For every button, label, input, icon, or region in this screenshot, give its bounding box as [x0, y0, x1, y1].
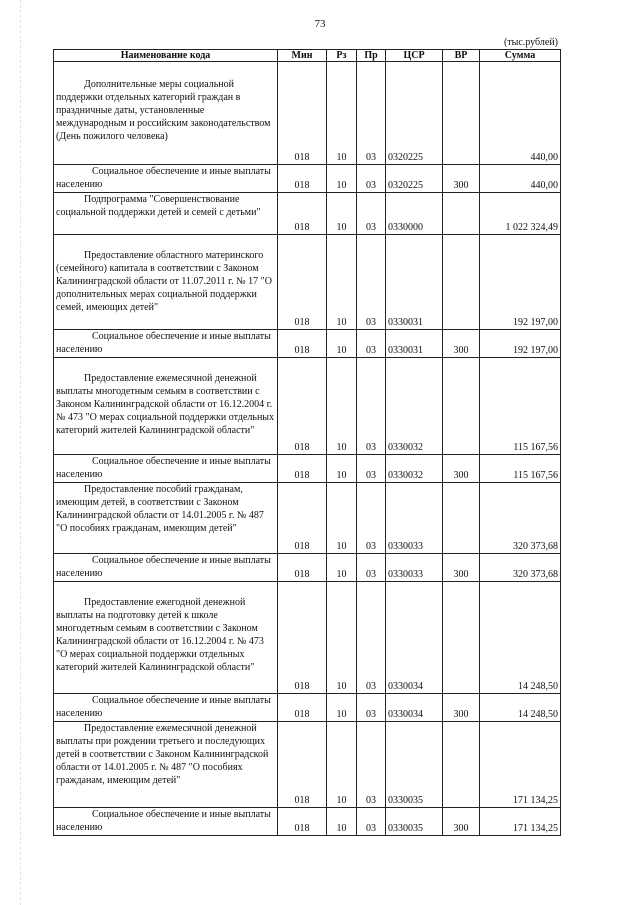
row-csr: 0330035 [386, 722, 443, 808]
row-sum: 171 134,25 [480, 808, 561, 836]
row-rz: 10 [327, 235, 357, 330]
row-sum: 14 248,50 [480, 694, 561, 722]
table-row [54, 722, 561, 808]
table-row [54, 330, 561, 358]
row-pr: 03 [357, 193, 386, 235]
row-csr: 0330000 [386, 193, 443, 235]
page-number: 73 [314, 18, 326, 30]
row-vr [443, 62, 480, 165]
row-name: Предоставление ежегодной денежной выплаты на подготовку детей к школе многодетным семьям в соответствии с Законом Калининградской области от 16.12.2004 г. № 473 "О мерах социальной поддержки отдельных категорий жителей Калининградской области" [54, 582, 278, 694]
row-csr: 0330031 [386, 330, 443, 358]
table-row [54, 483, 561, 554]
row-sum: 171 134,25 [480, 722, 561, 808]
row-name: Предоставление пособий гражданам, имеющим детей, в соответствии с Законом Калининградской области от 14.01.2005 г. № 487 "О пособиях гражданам, имеющим детей" [54, 483, 278, 554]
row-csr: 0330034 [386, 582, 443, 694]
row-min: 018 [278, 455, 327, 483]
row-pr: 03 [357, 483, 386, 554]
row-rz: 10 [327, 554, 357, 582]
row-pr: 03 [357, 62, 386, 165]
table-row [54, 193, 561, 235]
units-label: (тыс.рублей) [503, 37, 558, 48]
row-name: Социальное обеспечение и иные выплаты населению [54, 694, 278, 722]
row-pr: 03 [357, 808, 386, 836]
row-pr: 03 [357, 694, 386, 722]
row-sum: 320 373,68 [480, 554, 561, 582]
row-rz: 10 [327, 193, 357, 235]
page-edge-rule [20, 0, 21, 905]
row-min: 018 [278, 694, 327, 722]
row-name: Дополнительные меры социальной поддержки отдельных категорий граждан в праздничные даты, установленные международным и российским законодательством (День пожилого человека) [54, 62, 278, 165]
row-csr: 0330032 [386, 358, 443, 455]
table-row [54, 358, 561, 455]
row-vr: 300 [443, 455, 480, 483]
row-sum: 440,00 [480, 165, 561, 193]
row-vr [443, 582, 480, 694]
row-vr [443, 235, 480, 330]
row-name: Предоставление ежемесячной денежной выплаты при рождении третьего и последующих детей в соответствии с Законом Калининградской области от 14.01.2005 г. № 487 "О пособиях гражданам, имеющим детей" [54, 722, 278, 808]
row-sum: 115 167,56 [480, 455, 561, 483]
row-vr [443, 483, 480, 554]
row-csr: 0320225 [386, 62, 443, 165]
row-min: 018 [278, 358, 327, 455]
row-rz: 10 [327, 722, 357, 808]
row-vr [443, 722, 480, 808]
row-vr: 300 [443, 165, 480, 193]
row-name: Социальное обеспечение и иные выплаты населению [54, 554, 278, 582]
row-sum: 192 197,00 [480, 330, 561, 358]
row-vr: 300 [443, 330, 480, 358]
table-row [54, 455, 561, 483]
header-pr: Пр [357, 50, 386, 62]
row-csr: 0330035 [386, 808, 443, 836]
row-min: 018 [278, 235, 327, 330]
row-pr: 03 [357, 455, 386, 483]
row-min: 018 [278, 808, 327, 836]
row-vr: 300 [443, 554, 480, 582]
row-rz: 10 [327, 330, 357, 358]
row-min: 018 [278, 582, 327, 694]
row-name: Предоставление областного материнского (семейного) капитала в соответствии с Законом Калининградской области от 11.07.2011 г. № 17 "О дополнительных мерах социальной поддержки семей, имеющих детей" [54, 235, 278, 330]
row-name: Социальное обеспечение и иные выплаты населению [54, 808, 278, 836]
row-sum: 115 167,56 [480, 358, 561, 455]
budget-table [53, 49, 561, 836]
row-sum: 320 373,68 [480, 483, 561, 554]
row-min: 018 [278, 165, 327, 193]
table-row [54, 808, 561, 836]
row-sum: 1 022 324,49 [480, 193, 561, 235]
header-rz: Рз [327, 50, 357, 62]
header-min: Мин [278, 50, 327, 62]
row-sum: 14 248,50 [480, 582, 561, 694]
row-vr: 300 [443, 808, 480, 836]
row-pr: 03 [357, 722, 386, 808]
row-min: 018 [278, 330, 327, 358]
row-pr: 03 [357, 358, 386, 455]
table-row [54, 582, 561, 694]
row-rz: 10 [327, 694, 357, 722]
table-header-row [54, 50, 561, 62]
row-csr: 0330033 [386, 483, 443, 554]
row-pr: 03 [357, 165, 386, 193]
row-rz: 10 [327, 483, 357, 554]
table-row [54, 694, 561, 722]
header-vr: ВР [443, 50, 480, 62]
row-csr: 0330032 [386, 455, 443, 483]
row-min: 018 [278, 193, 327, 235]
row-name: Предоставление ежемесячной денежной выплаты многодетным семьям в соответствии с Законом Калининградской области от 16.12.2004 г. № 473 "О мерах социальной поддержки отдельных категорий жителей Калининградской области" [54, 358, 278, 455]
row-rz: 10 [327, 582, 357, 694]
row-name: Социальное обеспечение и иные выплаты населению [54, 455, 278, 483]
row-rz: 10 [327, 165, 357, 193]
row-csr: 0330033 [386, 554, 443, 582]
row-name: Социальное обеспечение и иные выплаты населению [54, 330, 278, 358]
row-name: Подпрограмма "Совершенствование социальной поддержки детей и семей с детьми" [54, 193, 278, 235]
row-min: 018 [278, 483, 327, 554]
row-rz: 10 [327, 62, 357, 165]
row-csr: 0330031 [386, 235, 443, 330]
row-pr: 03 [357, 235, 386, 330]
row-sum: 192 197,00 [480, 235, 561, 330]
header-name: Наименование кода [54, 50, 278, 62]
row-vr [443, 358, 480, 455]
row-sum: 440,00 [480, 62, 561, 165]
row-csr: 0320225 [386, 165, 443, 193]
row-vr: 300 [443, 694, 480, 722]
row-vr [443, 193, 480, 235]
table-row [54, 165, 561, 193]
row-pr: 03 [357, 330, 386, 358]
row-name: Социальное обеспечение и иные выплаты населению [54, 165, 278, 193]
row-rz: 10 [327, 358, 357, 455]
row-pr: 03 [357, 582, 386, 694]
header-csr: ЦСР [386, 50, 443, 62]
row-min: 018 [278, 62, 327, 165]
row-min: 018 [278, 554, 327, 582]
table-row [54, 554, 561, 582]
row-min: 018 [278, 722, 327, 808]
row-rz: 10 [327, 808, 357, 836]
row-pr: 03 [357, 554, 386, 582]
row-rz: 10 [327, 455, 357, 483]
table-row [54, 235, 561, 330]
row-csr: 0330034 [386, 694, 443, 722]
table-row [54, 62, 561, 165]
header-sum: Сумма [480, 50, 561, 62]
